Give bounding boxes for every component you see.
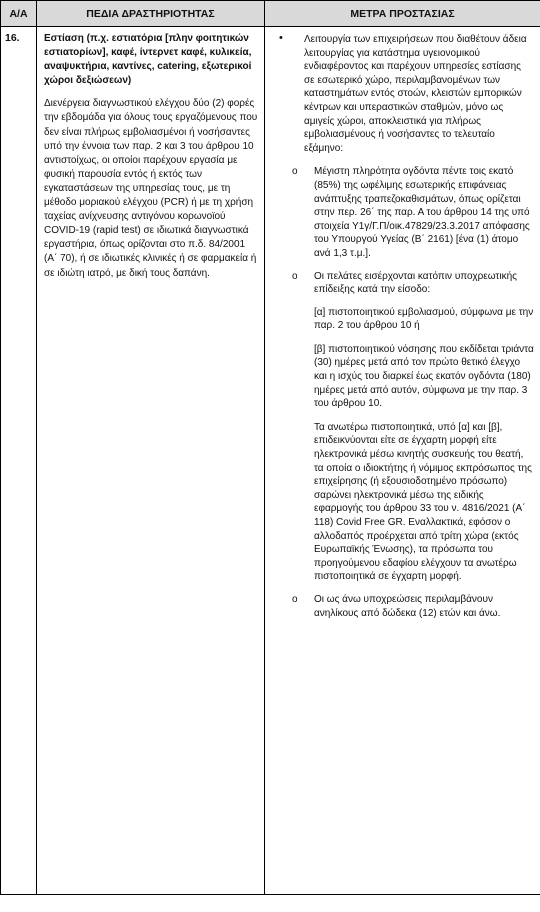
header-activity-field: ΠΕΔΙΑ ΔΡΑΣΤΗΡΙΟΤΗΤΑΣ	[37, 1, 265, 27]
table-row	[1, 27, 540, 895]
certificate-display-rules: Τα ανωτέρω πιστοποιητικά, υπό [α] και [β], επιδεικνύονται είτε σε έγχαρτη μορφή είτε ηλεκτρονικά μέσω κινητής συσκευής του θεατή, τα οποία ο ιδιοκτήτης ή νόμιμος εκπρόσωπος της επιχείρησης (ή εξουσιοδοτημένο πρόσωπο) σαρώνει ηλεκτρονικά μέσω της ειδικής εφαρμογής του άρθρου 33 του ν. 4816/2021 (Α΄ 118) Covid Free GR. Εναλλακτικά, εφόσον ο αλλοδαπός προέρχεται από τρίτη χώρα (εκτός Ευρωπαϊκής Ένωσης), τα πρόσωπα του προηγούμενου εδαφίου ελέγχουν τα ανωτέρω πιστοποιητικά σε έγχαρτη μορφή.	[314, 421, 532, 583]
measure-bullet	[271, 33, 534, 155]
certificate-vaccination: [α] πιστοποιητικού εμβολιασμού, σύμφωνα με την παρ. 2 του άρθρου 10 ή	[314, 306, 534, 332]
header-protection-measures: ΜΕΤΡΑ ΠΡΟΣΤΑΣΙΑΣ	[265, 1, 540, 27]
activity-field-description: Διενέργεια διαγνωστικού ελέγχου δύο (2) φορές την εβδομάδα για όλους τους εργαζόμενους που δεν είναι πλήρως εμβολιασμένοι ή νοσήσαντες υπό την έννοια των παρ. 2 και 3 του άρθρου 10 αντιστοίχως, οι οποίοι παρέχουν εργασία με φυσική παρουσία εντός ή εκτός των εγκαταστάσεων της υπηρεσίας τους, με τη μέθοδο μοριακού ελέγχου (PCR) ή με τη χρήση ταχείας ανίχνευσης αντιγόνου κορωνοϊού COVID-19 (rapid test) σε ιδιωτικά διαγνωστικά εργαστήρια, όπως ορίζονται στο π.δ. 84/2001 (Α΄ 70), ή σε ιδιωτικές κλινικές ή σε φαρμακεία ή σε ιδιώτη ιατρό, με δική τους δαπάνη.	[44, 98, 258, 279]
certificate-recovery: [β] πιστοποιητικού νόσησης που εκδίδεται τριάντα (30) ημέρες μετά από τον πρώτο θετικό έλεγχο και η ισχύς του διαρκεί έως εκατόν ογδόντα (180) ημέρες μετά από αυτόν, σύμφωνα με την παρ. 3 του άρθρου 10.	[314, 343, 534, 410]
circle-bullet-icon: o	[292, 593, 298, 605]
sub-item-capacity-text: Μέγιστη πληρότητα ογδόντα πέντε τοις εκατό (85%) της ωφέλιμης εσωτερικής επιφάνειας ανάπτυξης τραπεζοκαθισμάτων, όπως ορίζεται στην περ. 26΄ της παρ. Α του άρθρου 14 της υπό στοιχεία Υ1γ/Γ.Π/οικ.47829/23.3.2017 απόφασης του Υπουργού Υγείας (Β΄ 2161) [ένα (1) άτομο ανά 1,3 τ.μ.].	[314, 166, 530, 259]
activity-field-title: Εστίαση (π.χ. εστιατόρια [πλην φοιτητικών εστιατορίων], καφέ, ίντερνετ καφέ, κυλικεία, αναψυκτήρια, καντίνες, catering, εξωτερικοί χώροι δεξιώσεων)	[44, 33, 252, 87]
certificates-block	[314, 306, 534, 584]
sub-item-minors	[271, 593, 534, 620]
activity-field-cell	[37, 27, 265, 895]
sub-item-entry-check-text: Οι πελάτες εισέρχονται κατόπιν υποχρεωτικής επίδειξης κατά την είσοδο:	[314, 270, 517, 296]
protection-measures-cell	[265, 27, 540, 895]
sub-item-entry-check	[271, 270, 534, 297]
circle-bullet-icon: o	[292, 270, 298, 282]
row-number: 16.	[1, 27, 37, 895]
table-header-row	[1, 1, 540, 27]
sub-item-minors-text: Οι ως άνω υποχρεώσεις περιλαμβάνουν ανηλίκους από δώδεκα (12) ετών και άνω.	[314, 593, 501, 619]
header-aa: Α/Α	[1, 1, 37, 27]
bullet-icon: •	[279, 32, 283, 44]
measure-main-text: Λειτουργία των επιχειρήσεων που διαθέτουν άδεια λειτουργίας για κατάστημα υγειονομικού ενδιαφέροντος και παρέχουν υπηρεσίες εστίασης σε εσωτερικό χώρο, περιλαμβανομένων των καταστημάτων εντός στοών, κλειστών εμπορικών κέντρων και υπεραστικών σταθμών, μόνο ως αμιγείς χώροι, αποκλειστικά για πλήρως εμβολιασμένους ή νοσήσαντες το τελευταίο εξάμηνο:	[304, 34, 527, 154]
sub-item-capacity	[271, 165, 534, 260]
circle-bullet-icon: o	[292, 166, 298, 178]
